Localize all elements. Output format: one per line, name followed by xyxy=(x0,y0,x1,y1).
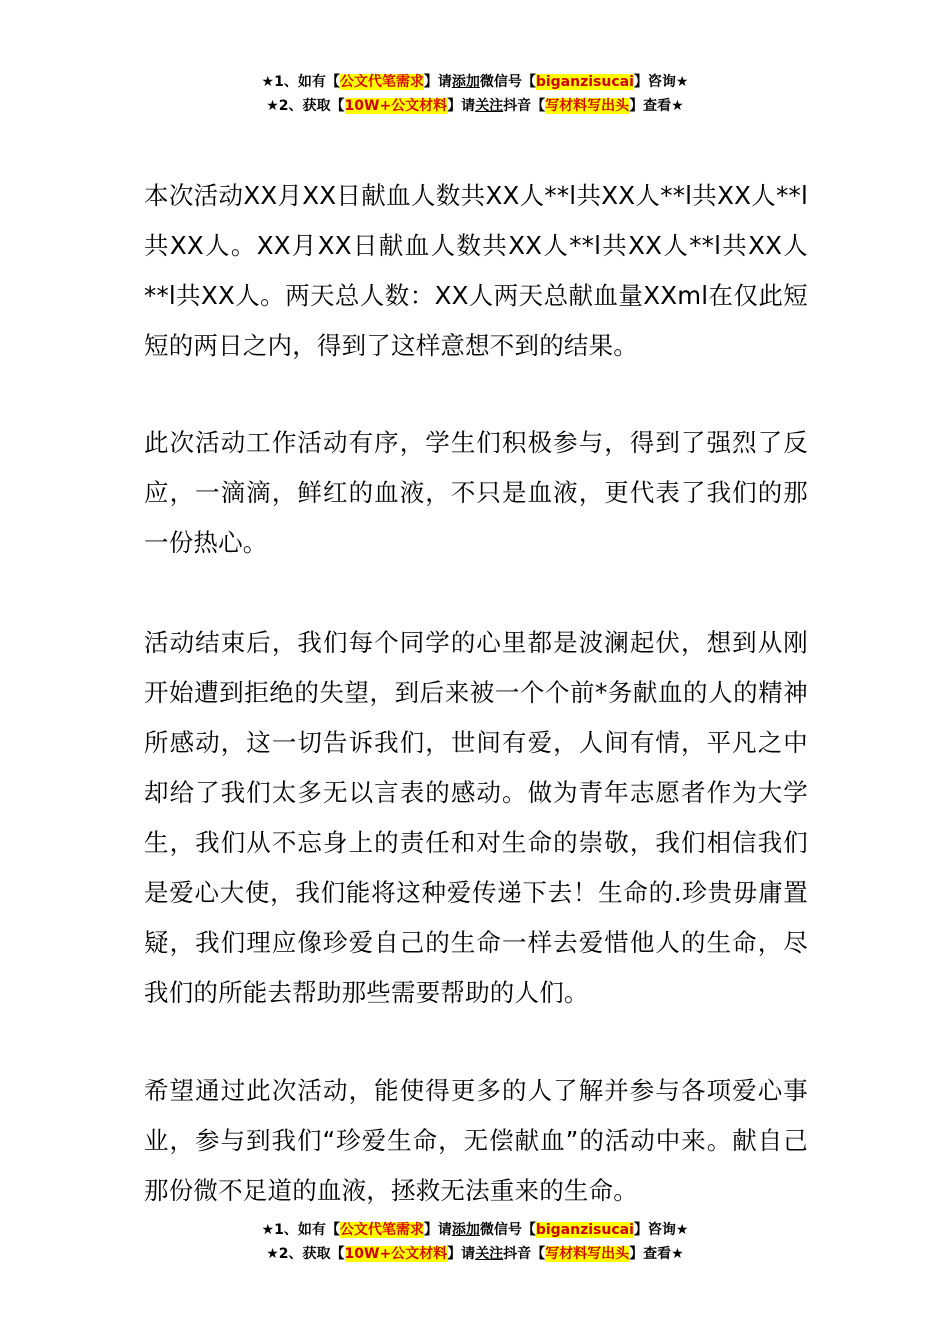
paragraph-1: 本次活动XX月XX日献血人数共XX人**l共XX人**l共XX人**l共XX人。XX月XX日献血人数共XX人**l共XX人**l共XX人**l共XX人。两天总人数：XX人两天总献血量XXml在仅此短短的两日之内，得到了这样意想不到的结果。 xyxy=(144,181,808,360)
banner-line-1 xyxy=(0,70,950,94)
banner-underline: 添加 xyxy=(451,1222,480,1238)
header-banner xyxy=(0,70,950,118)
paragraph-block xyxy=(144,618,808,1018)
banner-text: 抖音【 xyxy=(503,98,546,114)
banner-text: 】请 xyxy=(423,74,452,90)
banner-text: 微信号【 xyxy=(479,74,536,90)
banner-text: 】咨询★ xyxy=(633,74,689,90)
banner-text: ★1、如有【 xyxy=(261,1222,340,1238)
paragraph-block xyxy=(144,171,808,371)
banner-highlight: 公文代笔需求 xyxy=(339,1222,424,1238)
banner-text: 】查看★ xyxy=(629,98,684,114)
banner-highlight: 公文代笔需求 xyxy=(339,74,424,90)
banner-text: 微信号【 xyxy=(479,1222,536,1238)
banner-line-2 xyxy=(0,1242,950,1266)
banner-text: 】请 xyxy=(447,1246,476,1262)
banner-underline: 关注 xyxy=(475,98,504,114)
paragraph-4: 希望通过此次活动，能使得更多的人了解并参与各项爱心事业，参与到我们“珍爱生命，无偿献血”的活动中来。献自己那份微不足道的血液，拯救无法重来的生命。 xyxy=(144,1076,808,1205)
paragraph-block xyxy=(144,1066,808,1216)
paragraph-3: 活动结束后，我们每个同学的心里都是波澜起伏，想到从刚开始遭到拒绝的失望，到后来被一个个前*务献血的人的精神所感动，这一切告诉我们，世间有爱，人间有情，平凡之中却给了我们太多无以言表的感动。做为青年志愿者作为大学生，我们从不忘身上的责任和对生命的崇敬，我们相信我们是爱心大使，我们能将这种爱传递下去！生命的.珍贵毋庸置疑，我们理应像珍爱自己的生命一样去爱惜他人的生命，尽我们的所能去帮助那些需要帮助的人们。 xyxy=(144,628,808,1007)
banner-text: ★2、获取【 xyxy=(266,98,345,114)
banner-text: ★1、如有【 xyxy=(261,74,340,90)
banner-text: 】请 xyxy=(447,98,476,114)
paragraph-block xyxy=(144,418,808,568)
banner-text: 】咨询★ xyxy=(633,1222,689,1238)
banner-highlight: biganzisucai xyxy=(535,74,634,90)
banner-highlight: 写材料写出头 xyxy=(545,1246,630,1262)
banner-text: 】请 xyxy=(423,1222,452,1238)
paragraph-2: 此次活动工作活动有序，学生们积极参与，得到了强烈了反应，一滴滴，鲜红的血液，不只是血液，更代表了我们的那一份热心。 xyxy=(144,428,808,557)
banner-highlight: biganzisucai xyxy=(535,1222,634,1238)
banner-highlight: 10W+公文材料 xyxy=(344,1246,448,1262)
footer-banner xyxy=(0,1218,950,1266)
banner-line-2 xyxy=(0,94,950,118)
banner-text: ★2、获取【 xyxy=(266,1246,345,1262)
banner-text: 抖音【 xyxy=(503,1246,546,1262)
banner-text: 】查看★ xyxy=(629,1246,684,1262)
banner-highlight: 10W+公文材料 xyxy=(344,98,448,114)
banner-underline: 添加 xyxy=(451,74,480,90)
banner-underline: 关注 xyxy=(475,1246,504,1262)
banner-line-1 xyxy=(0,1218,950,1242)
banner-highlight: 写材料写出头 xyxy=(545,98,630,114)
